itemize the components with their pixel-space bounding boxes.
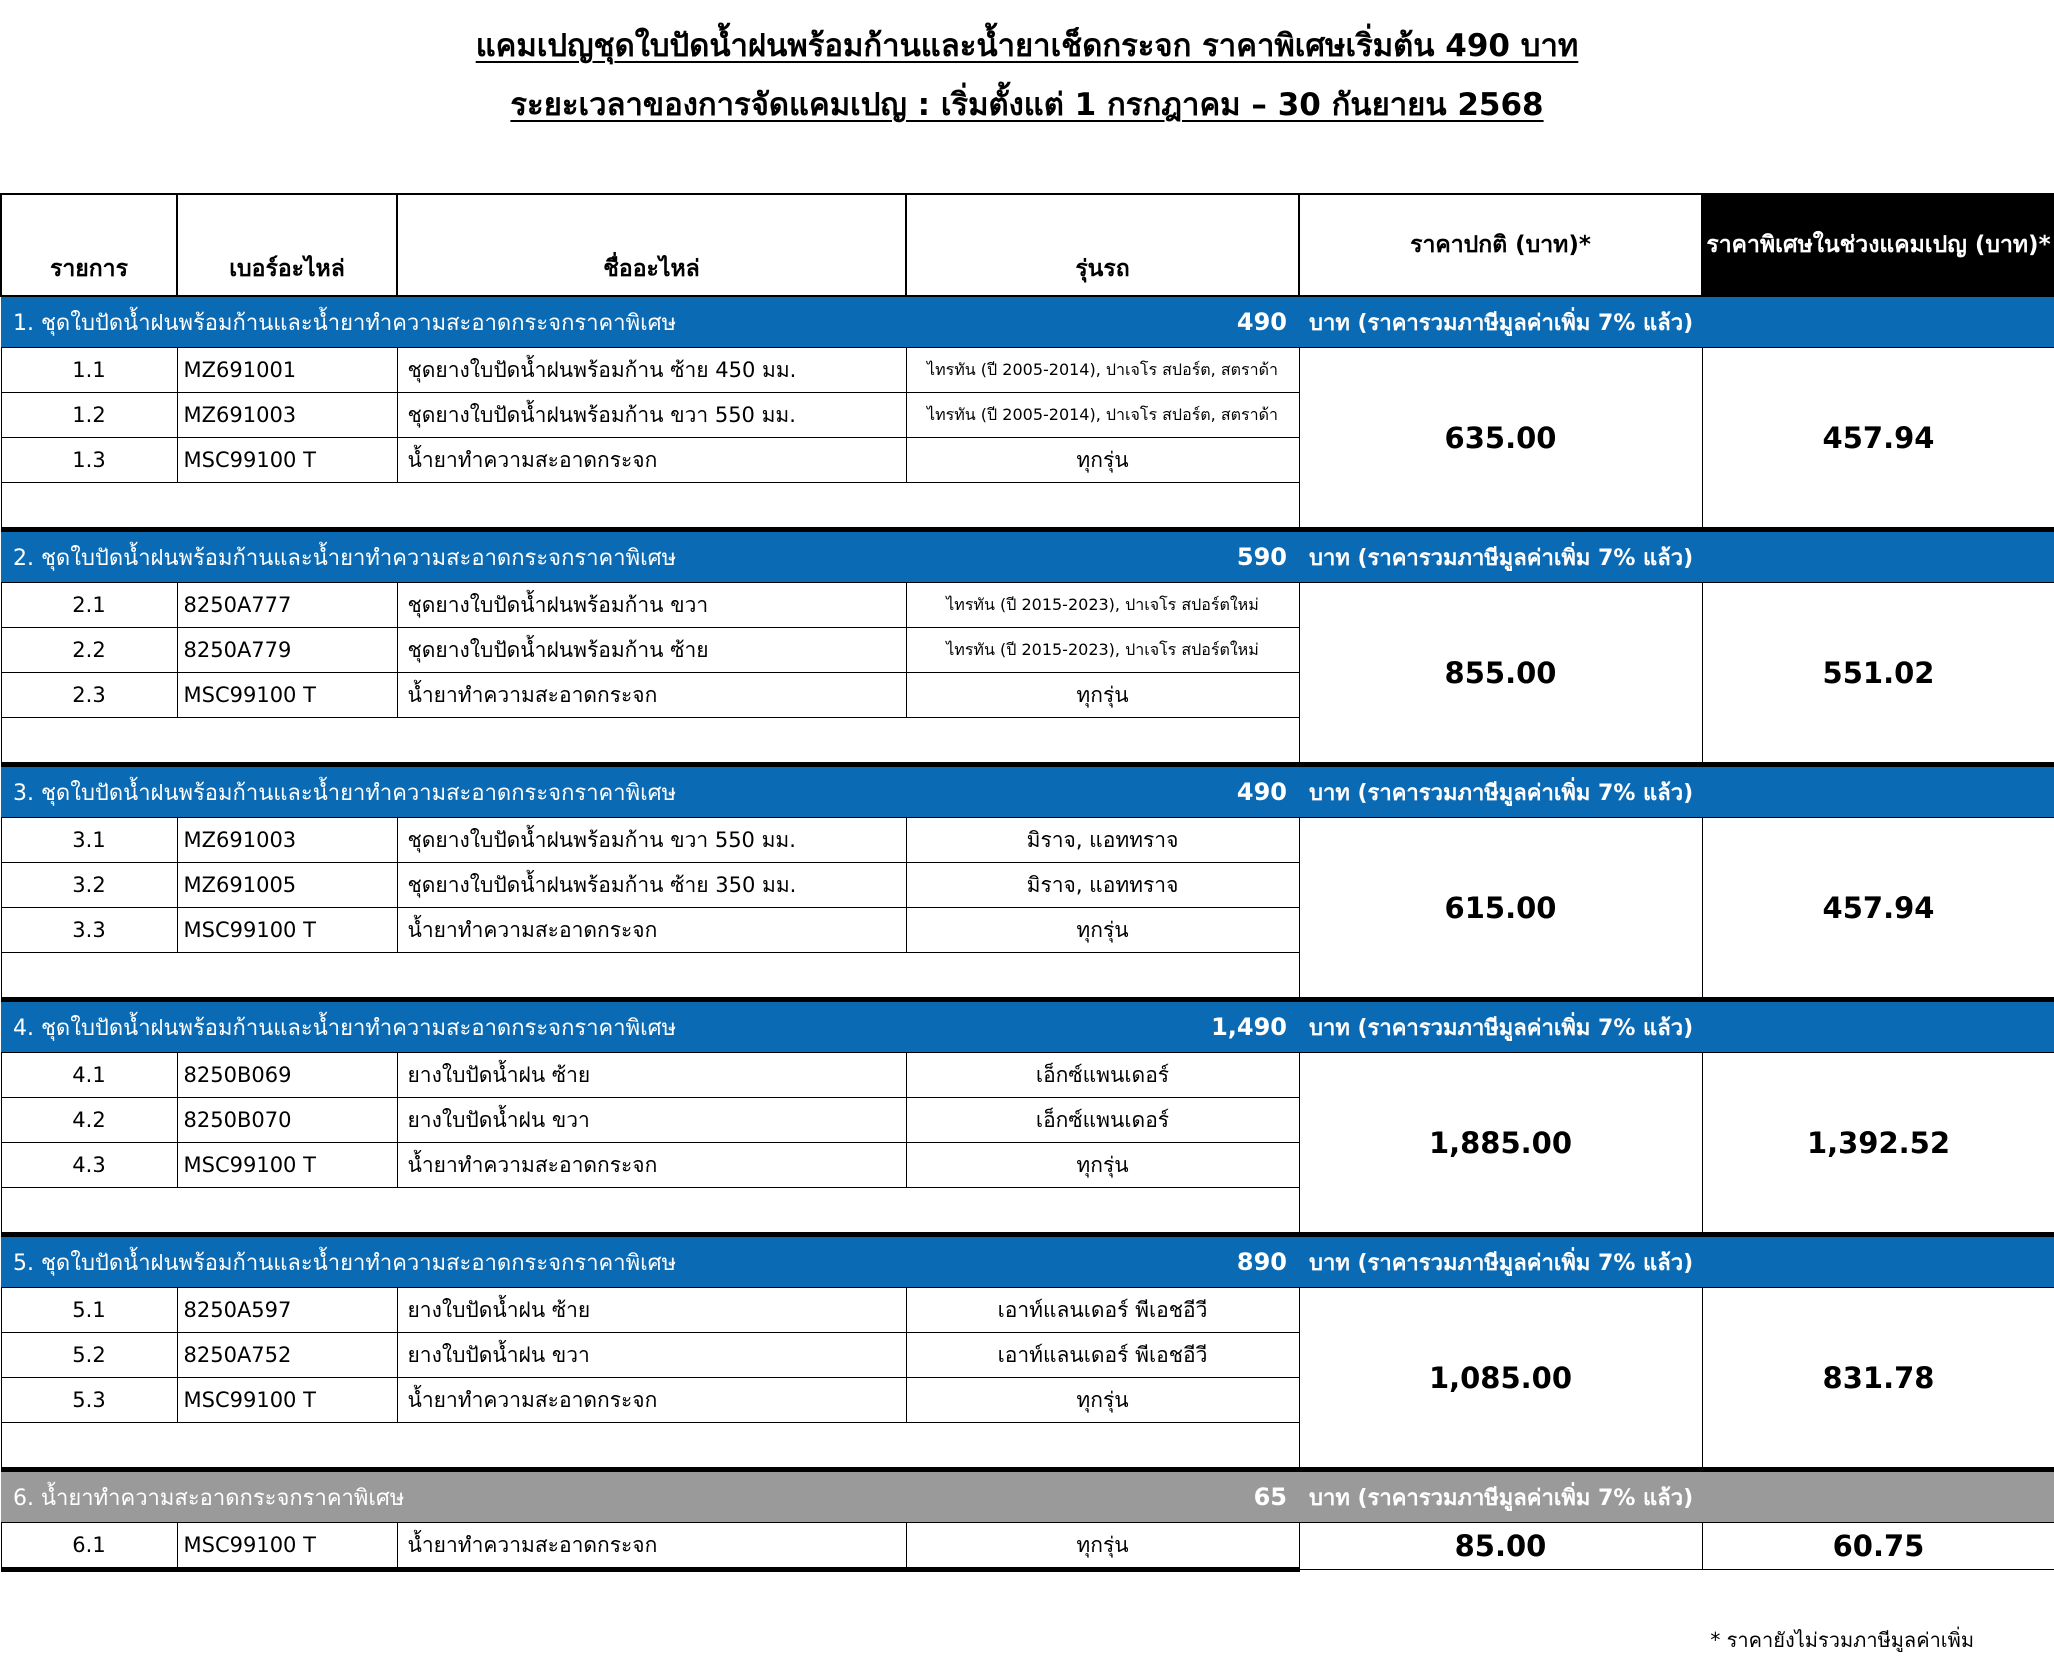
car-model: มิราจ, แอททราจ [906,818,1299,863]
header-normal-price: ราคาปกติ (บาท)* [1299,194,1702,296]
campaign-period: ระยะเวลาของการจัดแคมเปญ : เริ่มตั้งแต่ 1 กรกฎาคม – 30 กันยายน 2568 [510,87,1544,123]
item-no: 2.2 [1,628,177,673]
section-price-note: บาท (ราคารวมภาษีมูลค่าเพิ่ม 7% แล้ว) [1299,1235,2054,1288]
part-name: ชุดยางใบปัดน้ำฝนพร้อมก้าน ซ้าย [397,628,906,673]
car-model: ไทรทัน (ปี 2015-2023), ปาเจโร สปอร์ตใหม่ [906,583,1299,628]
section-price-note: บาท (ราคารวมภาษีมูลค่าเพิ่ม 7% แล้ว) [1299,1470,2054,1523]
empty-row [1,483,1299,530]
car-model: เอ็กซ์แพนเดอร์ [906,1098,1299,1143]
part-no: MZ691003 [177,393,397,438]
part-no: 8250B069 [177,1053,397,1098]
item-no: 3.2 [1,863,177,908]
section-title [1,1470,1299,1523]
part-name: ยางใบปัดน้ำฝน ซ้าย [397,1288,906,1333]
table-row [1,348,2054,393]
part-name: น้ำยาทำความสะอาดกระจก [397,673,906,718]
special-price: 457.94 [1702,348,2054,530]
part-no: MSC99100 T [177,1523,397,1570]
section-title-text: 6. น้ำยาทำความสะอาดกระจกราคาพิเศษ [13,1485,405,1511]
part-name: น้ำยาทำความสะอาดกระจก [397,1523,906,1570]
table-row [1,1523,2054,1570]
section-price: 65 [1253,1483,1287,1511]
item-no: 2.1 [1,583,177,628]
section-title-text: 5. ชุดใบปัดน้ำฝนพร้อมก้านและน้ำยาทำความสะอาดกระจกราคาพิเศษ [13,1250,677,1276]
car-model: ทุกรุ่น [906,908,1299,953]
item-no: 1.2 [1,393,177,438]
part-name: น้ำยาทำความสะอาดกระจก [397,908,906,953]
normal-price: 855.00 [1299,583,1702,765]
part-name: ชุดยางใบปัดน้ำฝนพร้อมก้าน ซ้าย 350 มม. [397,863,906,908]
item-no: 4.3 [1,1143,177,1188]
section-price: 890 [1236,1248,1287,1276]
part-name: น้ำยาทำความสะอาดกระจก [397,1378,906,1423]
special-price: 551.02 [1702,583,2054,765]
section-price-note: บาท (ราคารวมภาษีมูลค่าเพิ่ม 7% แล้ว) [1299,530,2054,583]
part-name: ชุดยางใบปัดน้ำฝนพร้อมก้าน ขวา 550 มม. [397,818,906,863]
section-price: 590 [1236,543,1287,571]
part-no: MSC99100 T [177,438,397,483]
empty-row [1,718,1299,765]
part-name: ยางใบปัดน้ำฝน ขวา [397,1098,906,1143]
car-model: ทุกรุ่น [906,1378,1299,1423]
normal-price: 85.00 [1299,1523,1702,1570]
table-row [1,818,2054,863]
table-row [1,1288,2054,1333]
part-name: น้ำยาทำความสะอาดกระจก [397,438,906,483]
part-no: MSC99100 T [177,1143,397,1188]
part-name: น้ำยาทำความสะอาดกระจก [397,1143,906,1188]
part-name: ชุดยางใบปัดน้ำฝนพร้อมก้าน ขวา [397,583,906,628]
section-price: 490 [1236,778,1287,806]
item-no: 2.3 [1,673,177,718]
special-price: 60.75 [1702,1523,2054,1570]
special-price: 1,392.52 [1702,1053,2054,1235]
car-model: ไทรทัน (ปี 2005-2014), ปาเจโร สปอร์ต, สตราด้า [906,393,1299,438]
item-no: 5.2 [1,1333,177,1378]
header-item: รายการ [1,194,177,296]
part-no: 8250A779 [177,628,397,673]
special-price: 457.94 [1702,818,2054,1000]
car-model: ไทรทัน (ปี 2015-2023), ปาเจโร สปอร์ตใหม่ [906,628,1299,673]
header-part-name: ชื่ออะไหล่ [397,194,906,296]
car-model: มิราจ, แอททราจ [906,863,1299,908]
section-title-text: 4. ชุดใบปัดน้ำฝนพร้อมก้านและน้ำยาทำความสะอาดกระจกราคาพิเศษ [13,1015,677,1041]
special-price: 831.78 [1702,1288,2054,1470]
car-model: เอาท์แลนเดอร์ พีเอชอีวี [906,1288,1299,1333]
header-model: รุ่นรถ [906,194,1299,296]
section-title-text: 1. ชุดใบปัดน้ำฝนพร้อมก้านและน้ำยาทำความสะอาดกระจกราคาพิเศษ [13,310,677,336]
part-no: MSC99100 T [177,908,397,953]
section-title [1,530,1299,583]
item-no: 5.3 [1,1378,177,1423]
section-title [1,1000,1299,1053]
car-model: ไทรทัน (ปี 2005-2014), ปาเจโร สปอร์ต, สตราด้า [906,348,1299,393]
car-model: ทุกรุ่น [906,1143,1299,1188]
empty-row [1,953,1299,1000]
part-no: 8250B070 [177,1098,397,1143]
table-row [1,583,2054,628]
header-part-no: เบอร์อะไหล่ [177,194,397,296]
normal-price: 615.00 [1299,818,1702,1000]
car-model: เอาท์แลนเดอร์ พีเอชอีวี [906,1333,1299,1378]
normal-price: 1,085.00 [1299,1288,1702,1470]
part-name: ชุดยางใบปัดน้ำฝนพร้อมก้าน ขวา 550 มม. [397,393,906,438]
item-no: 3.3 [1,908,177,953]
section-3 [1,765,2054,1000]
car-model: ทุกรุ่น [906,673,1299,718]
section-title [1,765,1299,818]
car-model: ทุกรุ่น [906,438,1299,483]
section-title [1,1235,1299,1288]
part-name: ชุดยางใบปัดน้ำฝนพร้อมก้าน ซ้าย 450 มม. [397,348,906,393]
section-price-note: บาท (ราคารวมภาษีมูลค่าเพิ่ม 7% แล้ว) [1299,296,2054,348]
section-2 [1,530,2054,765]
part-no: MSC99100 T [177,673,397,718]
section-4 [1,1000,2054,1235]
part-name: ยางใบปัดน้ำฝน ซ้าย [397,1053,906,1098]
part-no: 8250A597 [177,1288,397,1333]
normal-price: 635.00 [1299,348,1702,530]
table-row [1,1053,2054,1098]
section-title-text: 3. ชุดใบปัดน้ำฝนพร้อมก้านและน้ำยาทำความสะอาดกระจกราคาพิเศษ [13,780,677,806]
price-table [0,193,2054,1572]
section-title-text: 2. ชุดใบปัดน้ำฝนพร้อมก้านและน้ำยาทำความสะอาดกระจกราคาพิเศษ [13,545,677,571]
part-no: 8250A777 [177,583,397,628]
section-price-note: บาท (ราคารวมภาษีมูลค่าเพิ่ม 7% แล้ว) [1299,1000,2054,1053]
section-price: 490 [1236,308,1287,336]
section-5 [1,1235,2054,1470]
item-no: 1.3 [1,438,177,483]
car-model: ทุกรุ่น [906,1523,1299,1570]
part-name: ยางใบปัดน้ำฝน ขวา [397,1333,906,1378]
part-no: MSC99100 T [177,1378,397,1423]
page-title: แคมเปญชุดใบปัดน้ำฝนพร้อมก้านและน้ำยาเช็ดกระจก ราคาพิเศษเริ่มต้น 490 บาท [475,28,1579,64]
part-no: MZ691001 [177,348,397,393]
item-no: 5.1 [1,1288,177,1333]
item-no: 1.1 [1,348,177,393]
item-no: 3.1 [1,818,177,863]
item-no: 4.2 [1,1098,177,1143]
section-title [1,296,1299,348]
part-no: MZ691003 [177,818,397,863]
normal-price: 1,885.00 [1299,1053,1702,1235]
footnote: * ราคายังไม่รวมภาษีมูลค่าเพิ่ม [1710,1628,1974,1652]
empty-row [1,1423,1299,1470]
header-special-price: ราคาพิเศษในช่วงแคมเปญ (บาท)* [1702,194,2054,296]
section-6 [1,1470,2054,1570]
part-no: MZ691005 [177,863,397,908]
empty-row [1,1188,1299,1235]
section-price: 1,490 [1211,1013,1287,1041]
item-no: 6.1 [1,1523,177,1570]
section-price-note: บาท (ราคารวมภาษีมูลค่าเพิ่ม 7% แล้ว) [1299,765,2054,818]
section-1 [1,296,2054,530]
item-no: 4.1 [1,1053,177,1098]
car-model: เอ็กซ์แพนเดอร์ [906,1053,1299,1098]
part-no: 8250A752 [177,1333,397,1378]
